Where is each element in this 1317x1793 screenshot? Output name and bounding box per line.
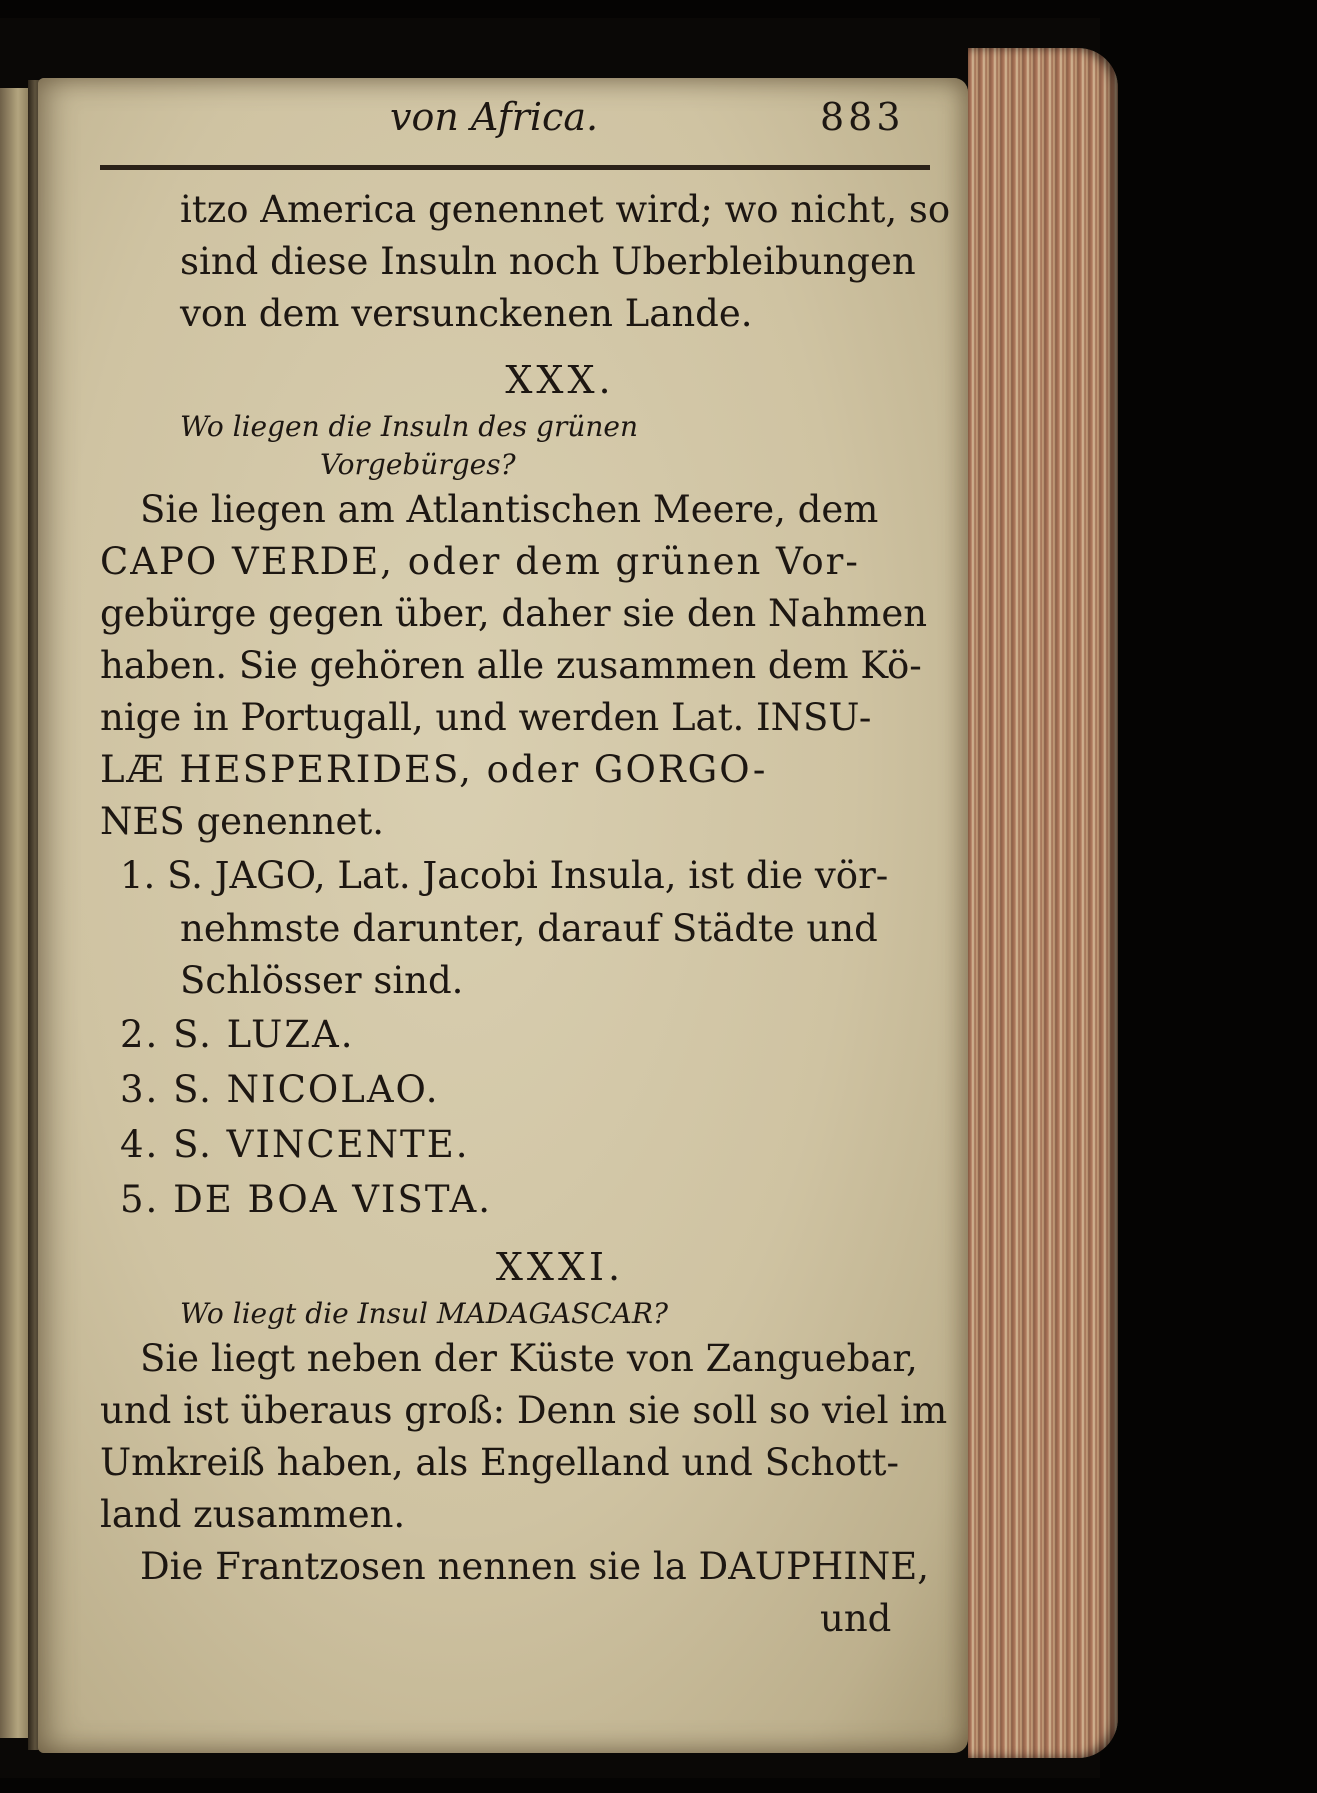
- list-item: 3. S. NICOLAO.: [120, 1068, 440, 1111]
- text-line: und ist überaus groß: Denn sie soll so viel im: [100, 1389, 948, 1432]
- text-line: CAPO VERDE, oder dem grünen Vor-: [100, 540, 860, 583]
- list-item: 4. S. VINCENTE.: [120, 1123, 470, 1166]
- text-line: itzo America genennet wird; wo nicht, so: [180, 188, 951, 231]
- text-line: Sie liegt neben der Küste von Zanguebar,: [140, 1337, 918, 1380]
- list-item-continuation: nehmste darunter, darauf Städte und: [180, 907, 878, 950]
- list-item: 2. S. LUZA.: [120, 1013, 355, 1056]
- text-line: haben. Sie gehören alle zusammen dem Kö-: [100, 644, 922, 687]
- list-item-continuation: Schlösser sind.: [180, 959, 464, 1002]
- section-number-xxx: XXX.: [505, 358, 615, 402]
- header-rule: [100, 165, 930, 170]
- page-number: 883: [820, 95, 905, 139]
- page-edges: [968, 48, 1118, 1758]
- text-line: Die Frantzosen nennen sie la DAUPHINE,: [140, 1545, 930, 1588]
- page-text: [100, 95, 951, 1645]
- catchword: und: [820, 1597, 892, 1640]
- text-line: land zusammen.: [100, 1493, 406, 1536]
- text-line: LÆ HESPERIDES, oder GORGO-: [100, 748, 768, 791]
- list-item: 1. S. JAGO, Lat. Jacobi Insula, ist die vör-: [120, 854, 889, 897]
- left-page-edge: [0, 88, 30, 1738]
- text-line: Sie liegen am Atlantischen Meere, dem: [140, 488, 879, 531]
- text-line: gebürge gegen über, daher sie den Nahmen: [100, 592, 928, 635]
- text-line: von dem versunckenen Lande.: [180, 292, 753, 335]
- running-head: von Africa.: [390, 95, 599, 139]
- section-question: Wo liegt die Insul MADAGASCAR?: [180, 1297, 668, 1330]
- text-line: sind diese Insuln noch Uberbleibungen: [180, 240, 916, 283]
- text-line: Umkreiß haben, als Engelland und Schott-: [100, 1441, 899, 1484]
- section-number-xxxi: XXXI.: [495, 1245, 625, 1289]
- section-question: Vorgebürges?: [320, 448, 516, 481]
- text-line: nige in Portugall, und werden Lat. INSU-: [100, 696, 872, 739]
- list-item: 5. DE BOA VISTA.: [120, 1178, 493, 1221]
- page-header: [100, 95, 920, 155]
- text-line: NES genennet.: [100, 800, 384, 843]
- section-question: Wo liegen die Insuln des grünen: [180, 410, 639, 443]
